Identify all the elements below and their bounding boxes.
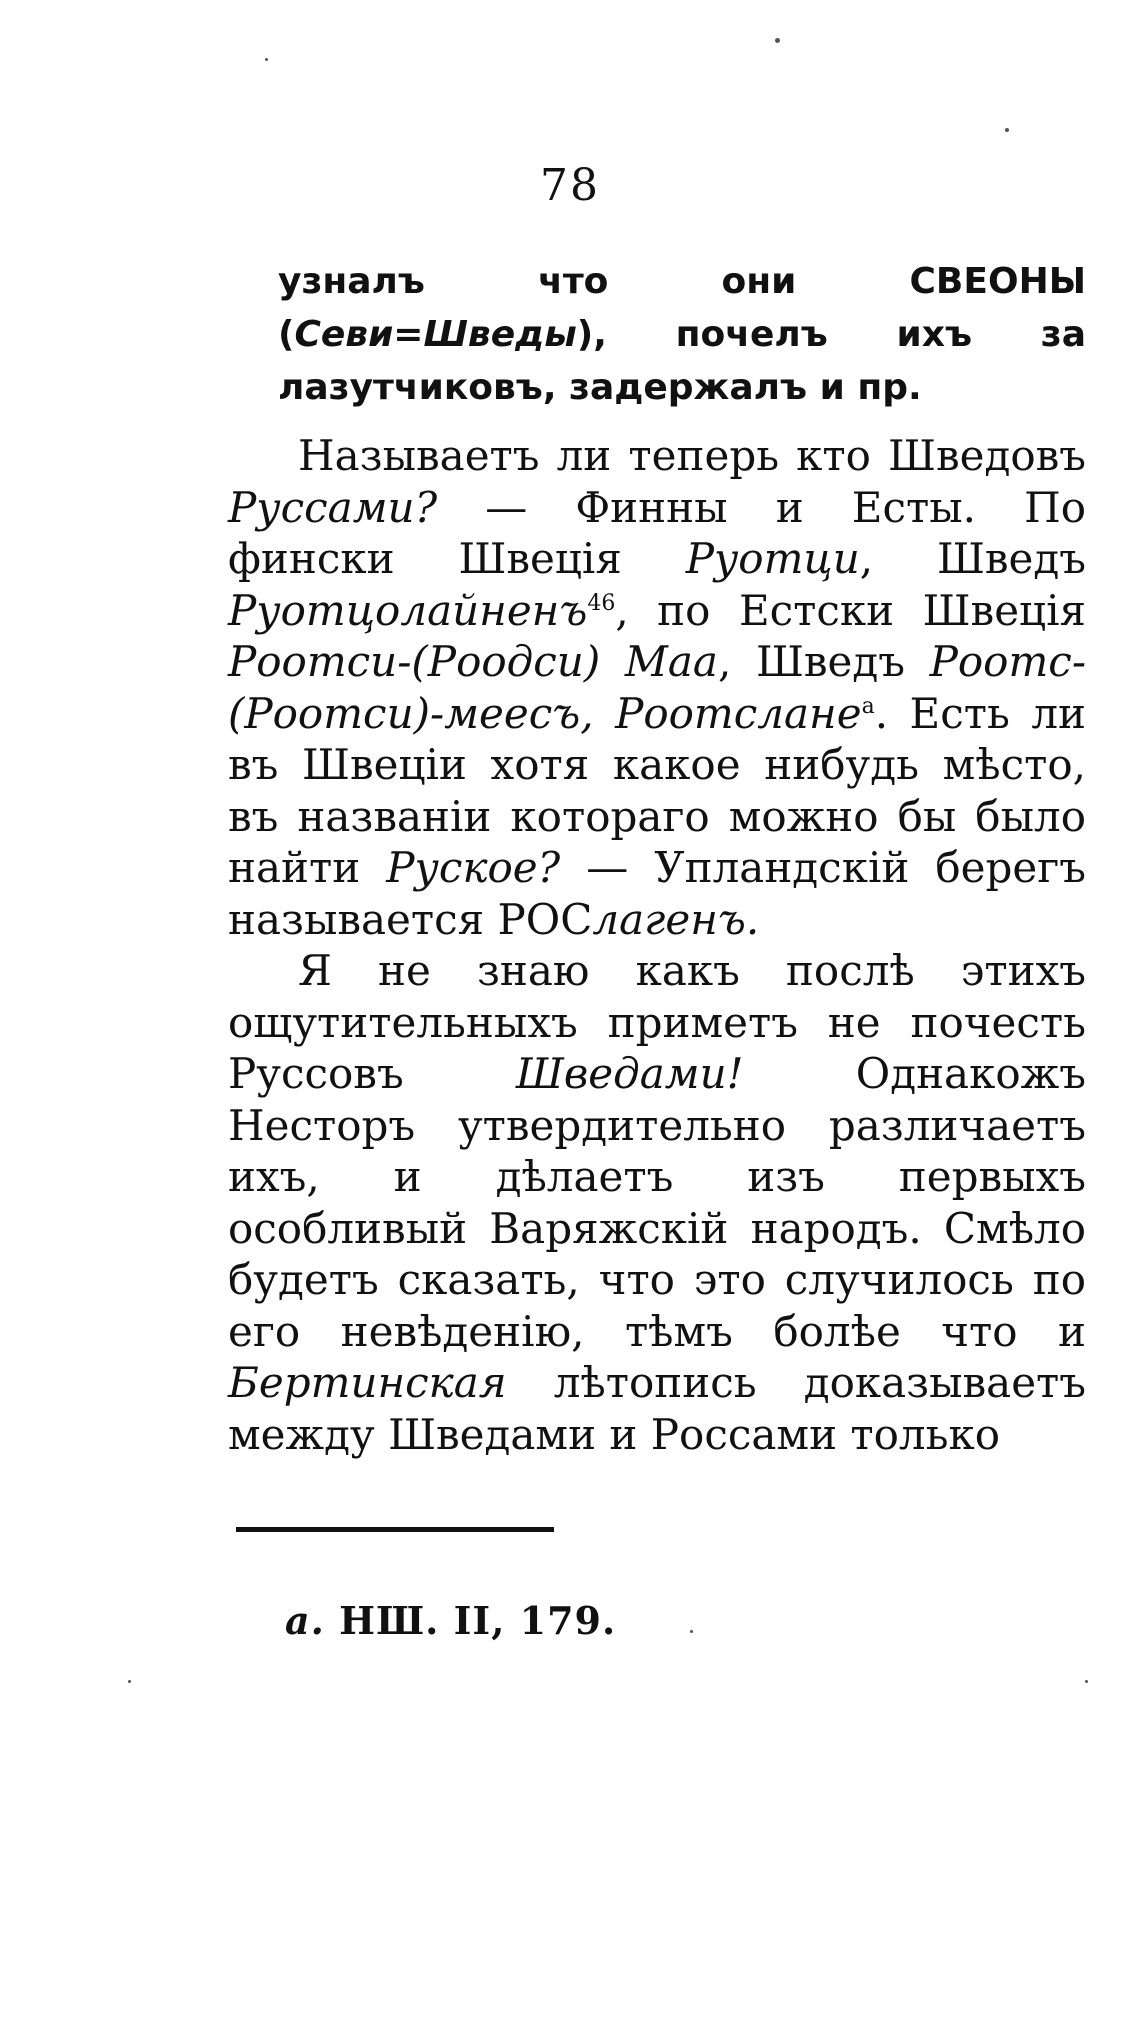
scan-speck [1005, 128, 1009, 132]
footnote-mark: a. [285, 1598, 325, 1643]
text-run: — Финны и Есты. По фински Швеція [228, 482, 1086, 583]
text-run: лѣтопись доказываетъ между Шведами и Россами только [228, 1358, 1086, 1459]
quote-text-1: узналъ что они СВЕОНЫ ( [278, 261, 1086, 355]
paragraph-2 [228, 945, 1086, 1460]
italic-run: лагенъ. [592, 894, 760, 944]
text-run: , Шведъ [859, 534, 1086, 583]
text-run: Я не знаю какъ послѣ этихъ ощутительныхъ приметъ не почесть Руссовъ [228, 946, 1086, 1098]
page-number: 78 [540, 160, 600, 211]
italic-run: Руссами? [228, 482, 438, 532]
scan-speck [690, 1630, 693, 1633]
paragraph-1 [228, 430, 1086, 945]
italic-run: Бертинская [228, 1358, 507, 1407]
superscript: 46 [587, 590, 616, 616]
scan-speck [128, 1680, 131, 1683]
quote-italic: Севи=Шведы [294, 314, 577, 355]
footnote-divider [236, 1527, 554, 1532]
italic-run: Руское? [386, 843, 561, 892]
quoted-passage [278, 255, 1086, 414]
text-run: . Есть ли въ Швеціи хотя какое нибудь мѣсто, въ названіи котораго можно бы было найти [228, 688, 1086, 892]
italic-run: Роотси-(Роодси) Маа [228, 637, 718, 686]
scan-speck [265, 58, 268, 61]
footnote [285, 1598, 616, 1643]
footnote-text: НШ. II, 179. [324, 1598, 617, 1643]
italic-run: Руотци [685, 534, 860, 583]
text-run: — Упландскій берегъ называется РОС [228, 843, 1087, 944]
footnote-ref: a [861, 693, 875, 719]
italic-run: Шведами! [515, 1049, 744, 1098]
text-run: Называетъ ли теперь кто Шведовъ [298, 431, 1086, 480]
italic-run: Руотцолайненъ [228, 585, 588, 635]
scan-speck [1085, 1680, 1088, 1683]
quote-text-2: ), почелъ ихъ за лазутчиковъ, задержалъ и пр. [278, 314, 1086, 408]
text-run: Однакожъ Несторъ утвердительно различаетъ ихъ, и дѣлаетъ изъ первыхъ особливый Варяжскій народъ. Смѣло будетъ сказать, что это случилось по его невѣденію, тѣмъ болѣе что и [228, 1049, 1086, 1356]
italic-run: Роотс-(Роотси)-меесъ, Роотслане [228, 637, 1087, 738]
text-run: , Шведъ [717, 637, 930, 686]
text-run: , по Естски Швеція [615, 585, 1086, 635]
body-text [228, 430, 1086, 1460]
scan-speck [775, 38, 780, 43]
